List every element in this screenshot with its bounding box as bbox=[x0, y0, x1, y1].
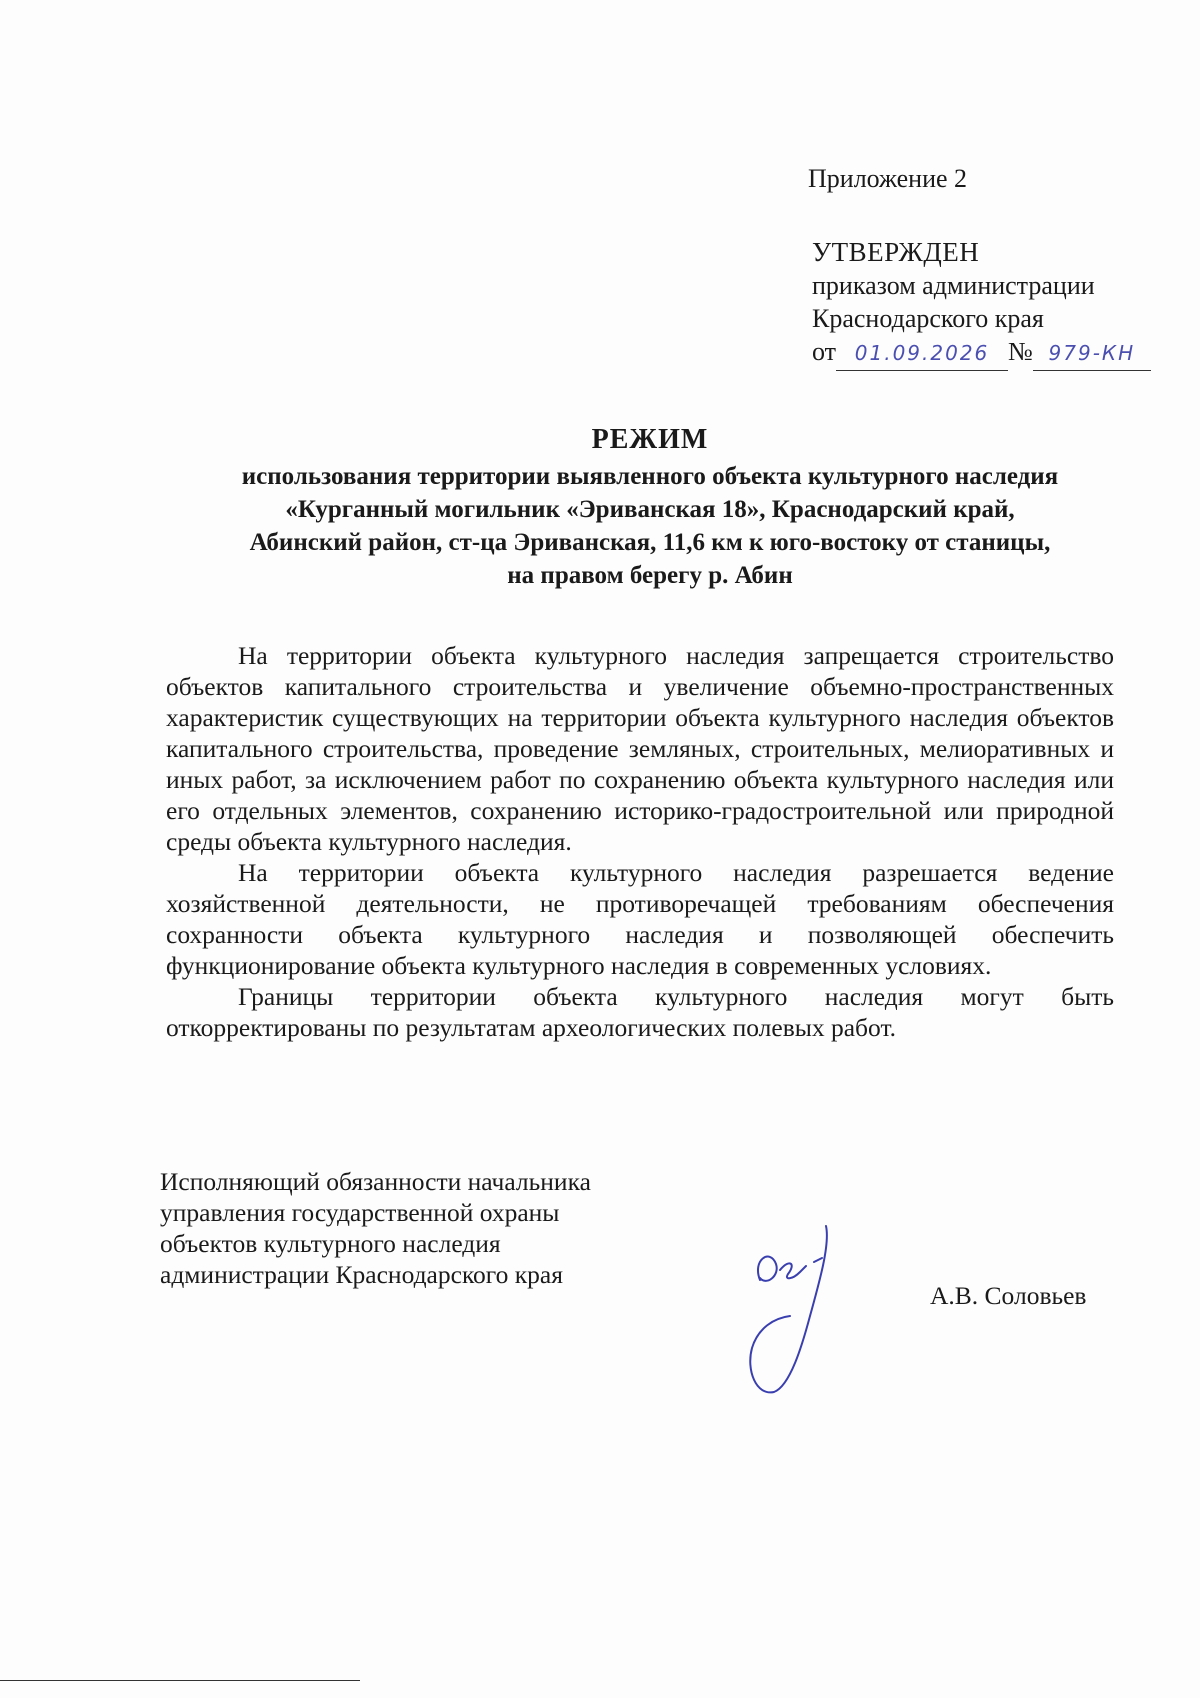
signatory-position bbox=[160, 1166, 591, 1290]
document-body bbox=[166, 640, 1114, 1043]
order-reference bbox=[812, 335, 1151, 371]
title-line-3: Абинский район, ст-ца Эриванская, 11,6 км к юго-востоку от станицы, bbox=[249, 529, 1051, 556]
approval-block bbox=[812, 236, 1151, 371]
date-prefix: от bbox=[812, 337, 837, 366]
body-paragraph-3: Границы территории объекта культурного наследия могут быть откорректированы по результатам археологических полевых работ. bbox=[166, 982, 1114, 1042]
body-paragraph-2: На территории объекта культурного наследия разрешается ведение хозяйственной деятельности, не противоречащей требованиям обеспечения сохранности объекта культурного наследия и позволяющей обеспечить функционирование объекта культурного наследия в современных условиях. bbox=[166, 858, 1114, 980]
approved-heading: УТВЕРЖДЕН bbox=[812, 237, 980, 267]
handwritten-order-number: 979-КН bbox=[1033, 337, 1151, 371]
handwritten-signature bbox=[730, 1220, 870, 1405]
title-heading: РЕЖИМ bbox=[591, 424, 709, 455]
handwritten-date: 01.09.2026 bbox=[836, 337, 1008, 371]
document-title bbox=[120, 424, 1180, 592]
signature-icon bbox=[730, 1220, 870, 1400]
title-line-1: использования территории выявленного объекта культурного наследия bbox=[241, 463, 1059, 490]
signatory-line-2: управления государственной охраны bbox=[160, 1198, 560, 1227]
title-line-2: «Курганный могильник «Эриванская 18», Краснодарский край, bbox=[285, 496, 1015, 523]
signatory-line-3: объектов культурного наследия bbox=[160, 1229, 501, 1258]
signer-name: А.В. Соловьев bbox=[930, 1281, 1087, 1310]
title-line-4: на правом берегу р. Абин bbox=[507, 562, 793, 589]
approval-line-1: приказом администрации bbox=[812, 271, 1095, 300]
approval-line-2: Краснодарского края bbox=[812, 304, 1044, 333]
signatory-line-4: администрации Краснодарского края bbox=[160, 1260, 563, 1289]
appendix-label: Приложение 2 bbox=[808, 164, 968, 193]
footer-divider bbox=[0, 1680, 360, 1681]
number-sign: № bbox=[1008, 337, 1033, 366]
body-paragraph-1: На территории объекта культурного наследия запрещается строительство объектов капитального строительства и увеличение объемно-пространственных характеристик существующих на территории объекта культурного наследия объектов капитального строительства, проведение земляных, строительных, мелиоративных и иных работ, за исключением работ по сохранению объекта культурного наследия или его отдельных элементов, сохранению историко-градостроительной или природной среды объекта культурного наследия. bbox=[166, 641, 1114, 856]
signatory-line-1: Исполняющий обязанности начальника bbox=[160, 1167, 591, 1196]
